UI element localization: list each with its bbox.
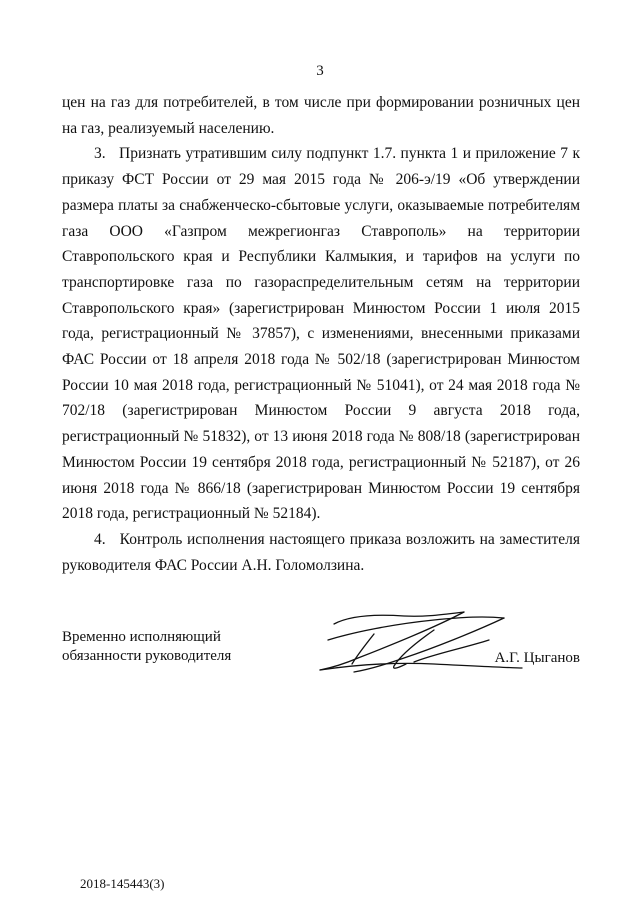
paragraph-continuation: цен на газ для потребителей, в том числе при формировании розничных цен на газ, реализуемый населению.	[62, 94, 580, 137]
document-code: 2018-145443(3)	[80, 876, 165, 891]
signer-name: А.Г. Цыганов	[494, 650, 580, 666]
document-body	[62, 90, 580, 578]
paragraph-item-3: 3. Признать утратившим силу подпункт 1.7. пункта 1 и приложение 7 к приказу ФСТ России от 29 мая 2015 года № 206-э/19 «Об утверждении размера платы за снабженческо-сбытовые услуги, оказываемые потребителям газа ООО «Газпром межрегионгаз Ставрополь» на территории Ставропольского края и Республики Калмыкия, и тарифов на услуги по транспортировке газа по газораспределительным сетям на территории Ставропольского края» (зарегистрирован Минюстом России 1 июля 2015 года, регистрационный № 37857), с изменениями, внесенными приказами ФАС России от 18 апреля 2018 года № 502/18 (зарегистрирован Минюстом России 10 мая 2018 года, регистрационный № 51041), от 24 мая 2018 года № 702/18 (зарегистрирован Минюстом России 9 августа 2018 года, регистрационный № 51832), от 13 июня 2018 года № 808/18 (зарегистрирован Минюстом России 19 сентября 2018 года, регистрационный № 52187), от 26 июня 2018 года № 866/18 (зарегистрирован Минюстом России 19 сентября 2018 года, регистрационный № 52184).	[62, 145, 580, 523]
signer-title-line-2: обязанности руководителя	[62, 648, 232, 664]
signer-title	[62, 628, 231, 666]
signature-block	[62, 628, 580, 688]
page-number: 3	[316, 63, 324, 79]
signer-title-line-1: Временно исполняющий	[62, 629, 221, 645]
paragraph-item-4: 4. Контроль исполнения настоящего приказа возложить на заместителя руководителя ФАС России А.Н. Голомолзина.	[62, 530, 580, 574]
handwritten-signature	[314, 610, 524, 680]
